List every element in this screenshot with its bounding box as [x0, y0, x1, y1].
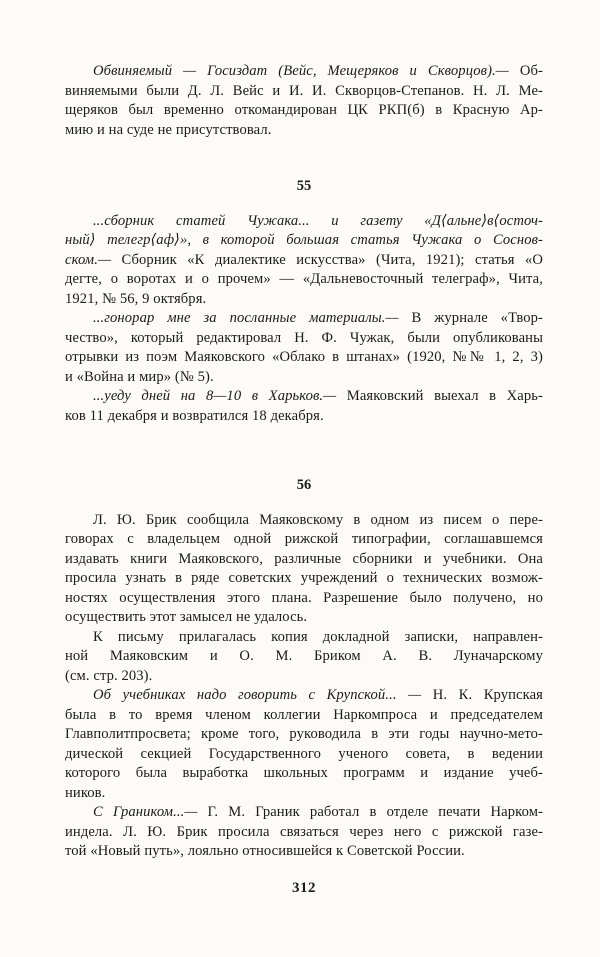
regular-text-run: просила узнать в ряде советских учреждений о технических возмож-	[65, 570, 543, 586]
text-line	[65, 251, 543, 271]
paragraph	[65, 212, 543, 310]
italic-text-run: ском.—	[65, 251, 122, 268]
text-line	[65, 803, 543, 823]
text-line	[65, 290, 543, 310]
text-line	[65, 329, 543, 349]
regular-text-run: индела. Л. Ю. Брик просила связаться через него с рижской газе-	[65, 823, 543, 840]
text-line	[65, 407, 543, 427]
text-line	[65, 608, 543, 628]
regular-text-run: ной Маяковским и О. М. Бриком А. В. Луначарскому	[65, 648, 543, 664]
page-body	[65, 62, 543, 862]
regular-text-run: чество», который редактировал Н. Ф. Чужак, были опубликованы	[65, 329, 543, 346]
text-line	[65, 647, 543, 667]
regular-text-run: дегте, о воротах и о прочем» — «Дальневосточный телеграф», Чита,	[65, 271, 543, 287]
regular-text-run: 1921, № 56, 9 октября.	[65, 290, 207, 307]
text-line	[65, 667, 543, 687]
regular-text-run: Главполитпросвета; кроме того, руководила в эти годы научно-мето-	[65, 726, 543, 742]
text-line	[65, 628, 543, 648]
regular-text-run: Сборник «К диалектике искусства» (Чита, 1921); статья «О	[121, 251, 543, 268]
text-line	[65, 569, 543, 589]
italic-text-run: Обвиняемый — Госиздат (Вейс, Мещеряков и Скворцов).—	[93, 63, 520, 79]
text-line	[65, 511, 543, 531]
regular-text-run: Л. Ю. Брик сообщила Маяковскому в одном из писем о пере-	[93, 511, 543, 528]
regular-text-run: говорах с владельцем одной рижской типографии, соглашавшемся	[65, 531, 543, 547]
paragraph	[65, 387, 543, 426]
text-line	[65, 121, 543, 141]
regular-text-run: была в то время членом коллегии Наркомпроса и председателем	[65, 706, 543, 723]
italic-text-run: С Граником...—	[93, 804, 208, 820]
text-line	[65, 231, 543, 251]
text-line	[65, 706, 543, 726]
italic-text-run: ный⟩ телегр⟨аф⟩», в которой большая статья Чужака о Соснов-	[65, 232, 543, 248]
paragraph	[65, 628, 543, 687]
paragraph	[65, 309, 543, 387]
paragraph	[65, 803, 543, 862]
regular-text-run: щеряков был временно откомандирован ЦК РКП(б) в Красную Ар-	[65, 102, 543, 118]
text-line	[65, 270, 543, 290]
regular-text-run: виняемыми были Д. Л. Вейс и И. И. Скворцов-Степанов. Н. Л. Ме-	[65, 82, 543, 99]
text-line	[65, 784, 543, 804]
italic-text-run: ...сборник статей Чужака... и газету «Д⟨альне⟩в⟨осточ-	[93, 212, 543, 229]
text-line	[65, 764, 543, 784]
regular-text-run: дической секцией Государственного ученого совета, в ведении	[65, 745, 543, 762]
text-line	[65, 823, 543, 843]
italic-text-run: ...гонорар мне за посланные материалы.—	[93, 310, 412, 326]
italic-text-run: ...уеду дней на 8—10 в Харьков.—	[93, 388, 347, 404]
section-number: 55	[296, 178, 312, 194]
text-line	[65, 212, 543, 232]
text-line	[65, 530, 543, 550]
regular-text-run: (см. стр. 203).	[65, 667, 153, 684]
text-line	[65, 589, 543, 609]
regular-text-run: и «Война и мир» (№ 5).	[65, 368, 214, 385]
text-line	[65, 82, 543, 102]
regular-text-run: Об-	[519, 63, 543, 79]
paragraph	[65, 686, 543, 803]
text-line	[65, 348, 543, 368]
italic-text-run: Об учебниках надо говорить с Крупской... —	[93, 687, 433, 703]
section-number: 56	[296, 477, 312, 493]
regular-text-run: В журнале «Твор-	[411, 310, 544, 326]
text-line	[65, 387, 543, 407]
text-line	[65, 686, 543, 706]
regular-text-run: ников.	[65, 784, 106, 801]
paragraph	[65, 511, 543, 628]
text-line	[65, 842, 543, 862]
regular-text-run: Г. М. Граник работал в отделе печати Нарком-	[207, 804, 543, 820]
regular-text-run: которого была выработка школьных программ и издание учеб-	[65, 765, 543, 781]
regular-text-run: мию и на суде не присутствовал.	[65, 121, 272, 138]
text-line	[65, 725, 543, 745]
regular-text-run: К письму прилагалась копия докладной записки, направлен-	[93, 628, 543, 645]
regular-text-run: отрывки из поэм Маяковского «Облако в штанах» (1920, №№ 1, 2, 3)	[65, 349, 543, 365]
paragraph	[65, 62, 543, 140]
regular-text-run: издавать книги Маяковского, различные сборники и учебники. Она	[65, 550, 543, 567]
regular-text-run: той «Новый путь», лояльно относившейся к Советской России.	[65, 843, 465, 859]
regular-text-run: Маяковский выехал в Харь-	[346, 388, 543, 404]
text-line	[65, 550, 543, 570]
regular-text-run: ностях осуществления этого плана. Разрешение было получено, но	[65, 589, 543, 606]
regular-text-run: ков 11 декабря и возвратился 18 декабря.	[65, 407, 324, 424]
text-line	[65, 101, 543, 121]
text-line	[65, 309, 543, 329]
text-line	[65, 745, 543, 765]
regular-text-run: осуществить этот замысел не удалось.	[65, 609, 308, 625]
regular-text-run: Н. К. Крупская	[432, 687, 543, 703]
text-line	[65, 62, 543, 82]
page-number: 312	[292, 879, 316, 896]
text-line	[65, 368, 543, 388]
